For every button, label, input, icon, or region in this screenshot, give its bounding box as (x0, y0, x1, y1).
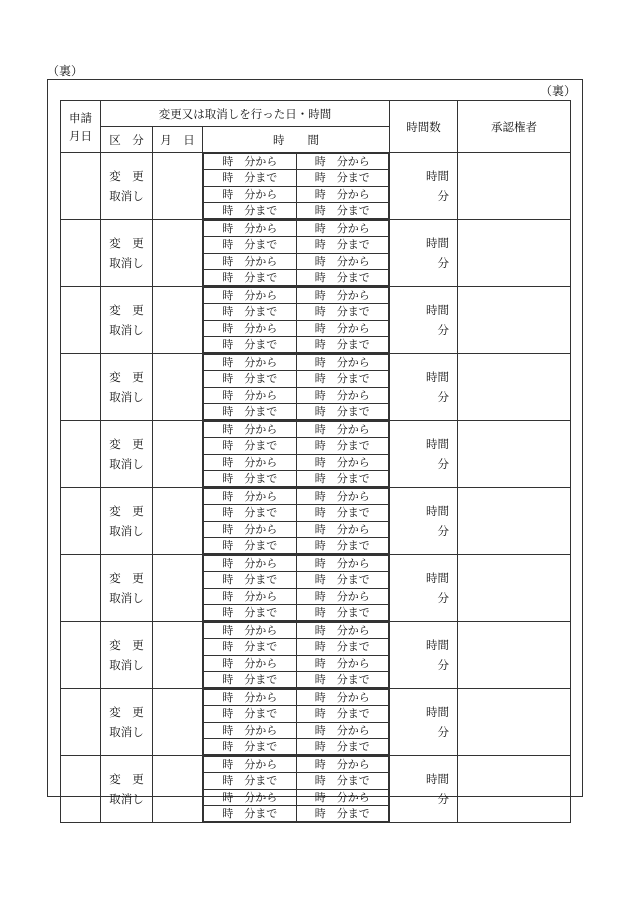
time-range-grid (203, 756, 389, 822)
header-time: 時 間 (203, 127, 390, 153)
time-range-grid (203, 220, 389, 286)
cancel-label: 取消し (109, 725, 144, 739)
time-until-label: 時 分まで (204, 706, 297, 722)
time-from-label: 時 分から (204, 454, 297, 470)
hours-unit-label: 時間 (426, 705, 449, 719)
hours-cell[interactable] (390, 488, 458, 555)
time-from-label: 時 分から (296, 320, 389, 336)
category-cell (101, 622, 153, 689)
frame-side-label: （裏） (539, 84, 576, 98)
time-until-label: 時 分まで (296, 304, 389, 320)
time-range-grid (203, 354, 389, 420)
time-until-label: 時 分まで (296, 237, 389, 253)
time-range-cell[interactable] (203, 153, 390, 220)
time-range-grid (203, 488, 389, 554)
approver-cell[interactable] (458, 622, 571, 689)
category-cell (101, 488, 153, 555)
time-from-label: 時 分から (296, 489, 389, 505)
month-day-cell[interactable] (153, 421, 203, 488)
time-until-label: 時 分まで (296, 470, 389, 486)
approver-cell[interactable] (458, 488, 571, 555)
approver-cell[interactable] (458, 756, 571, 823)
time-until-label: 時 分まで (204, 805, 297, 821)
time-from-label: 時 分から (204, 186, 297, 202)
hours-cell[interactable] (390, 153, 458, 220)
time-range-cell[interactable] (203, 220, 390, 287)
approver-cell[interactable] (458, 287, 571, 354)
time-range-grid (203, 622, 389, 688)
application-date-cell[interactable] (61, 488, 101, 555)
application-date-cell[interactable] (61, 354, 101, 421)
time-until-label: 時 分まで (204, 170, 297, 186)
time-from-label: 時 分から (204, 588, 297, 604)
cancel-label: 取消し (109, 591, 144, 605)
category-cell (101, 354, 153, 421)
time-from-label: 時 分から (296, 186, 389, 202)
change-label: 変 更 (109, 437, 144, 451)
form-frame (47, 79, 583, 820)
time-until-label: 時 分まで (296, 572, 389, 588)
minutes-unit-label: 分 (437, 256, 449, 270)
cancel-label: 取消し (109, 792, 144, 806)
approver-cell[interactable] (458, 354, 571, 421)
time-range-grid (203, 287, 389, 353)
hours-cell[interactable] (390, 287, 458, 354)
time-until-label: 時 分まで (204, 639, 297, 655)
time-range-grid (203, 689, 389, 755)
time-range-cell[interactable] (203, 689, 390, 756)
time-until-label: 時 分まで (296, 438, 389, 454)
time-from-label: 時 分から (204, 422, 297, 438)
hours-unit-label: 時間 (426, 437, 449, 451)
hours-cell[interactable] (390, 555, 458, 622)
time-range-grid (203, 153, 389, 219)
time-from-label: 時 分から (204, 387, 297, 403)
time-until-label: 時 分まで (296, 202, 389, 218)
time-range-cell[interactable] (203, 354, 390, 421)
time-from-label: 時 分から (204, 489, 297, 505)
time-from-label: 時 分から (204, 722, 297, 738)
time-range-cell[interactable] (203, 555, 390, 622)
month-day-cell[interactable] (153, 153, 203, 220)
category-cell (101, 756, 153, 823)
table-row (61, 689, 571, 756)
hours-unit-label: 時間 (426, 504, 449, 518)
time-from-label: 時 分から (296, 521, 389, 537)
time-until-label: 時 分まで (296, 773, 389, 789)
cancel-label: 取消し (109, 189, 144, 203)
minutes-unit-label: 分 (437, 658, 449, 672)
application-date-cell[interactable] (61, 689, 101, 756)
time-range-grid (203, 555, 389, 621)
minutes-unit-label: 分 (437, 591, 449, 605)
time-from-label: 時 分から (296, 422, 389, 438)
hours-unit-label: 時間 (426, 236, 449, 250)
time-from-label: 時 分から (204, 521, 297, 537)
time-until-label: 時 分まで (296, 505, 389, 521)
time-until-label: 時 分まで (204, 604, 297, 620)
time-from-label: 時 分から (296, 789, 389, 805)
time-range-cell[interactable] (203, 622, 390, 689)
time-until-label: 時 分まで (296, 336, 389, 352)
minutes-unit-label: 分 (437, 323, 449, 337)
time-from-label: 時 分から (204, 221, 297, 237)
time-range-grid (203, 421, 389, 487)
approver-cell[interactable] (458, 689, 571, 756)
time-until-label: 時 分まで (296, 269, 389, 285)
category-cell (101, 555, 153, 622)
application-date-cell[interactable] (61, 555, 101, 622)
time-until-label: 時 分まで (204, 304, 297, 320)
time-until-label: 時 分まで (296, 738, 389, 754)
table-row (61, 756, 571, 823)
change-label: 変 更 (109, 370, 144, 384)
change-label: 変 更 (109, 236, 144, 250)
time-from-label: 時 分から (296, 588, 389, 604)
category-cell (101, 689, 153, 756)
table-row (61, 421, 571, 488)
time-from-label: 時 分から (204, 320, 297, 336)
approver-cell[interactable] (458, 421, 571, 488)
header-hours: 時間数 (390, 101, 458, 153)
change-label: 変 更 (109, 504, 144, 518)
time-until-label: 時 分まで (204, 269, 297, 285)
time-from-label: 時 分から (296, 387, 389, 403)
hours-cell[interactable] (390, 354, 458, 421)
cancel-label: 取消し (109, 256, 144, 270)
hours-cell[interactable] (390, 421, 458, 488)
time-until-label: 時 分まで (296, 403, 389, 419)
minutes-unit-label: 分 (437, 390, 449, 404)
minutes-unit-label: 分 (437, 524, 449, 538)
application-date-cell[interactable] (61, 756, 101, 823)
table-row (61, 220, 571, 287)
header-approver: 承認権者 (458, 101, 571, 153)
table-row (61, 153, 571, 220)
change-label: 変 更 (109, 303, 144, 317)
month-day-cell[interactable] (153, 555, 203, 622)
change-label: 変 更 (109, 571, 144, 585)
category-cell (101, 153, 153, 220)
hours-unit-label: 時間 (426, 169, 449, 183)
category-cell (101, 421, 153, 488)
change-label: 変 更 (109, 705, 144, 719)
time-until-label: 時 分まで (204, 438, 297, 454)
cancel-label: 取消し (109, 457, 144, 471)
time-from-label: 時 分から (296, 655, 389, 671)
header-category: 区 分 (101, 127, 153, 153)
time-until-label: 時 分まで (296, 805, 389, 821)
month-day-cell[interactable] (153, 220, 203, 287)
table-row (61, 622, 571, 689)
header-application-date (61, 101, 101, 153)
application-date-cell[interactable] (61, 287, 101, 354)
application-date-cell[interactable] (61, 220, 101, 287)
header-application-date-label: 申請月日 (69, 110, 92, 143)
hours-unit-label: 時間 (426, 303, 449, 317)
cancel-label: 取消し (109, 390, 144, 404)
time-until-label: 時 分まで (296, 639, 389, 655)
time-until-label: 時 分まで (204, 470, 297, 486)
page-side-label: （裏） (47, 64, 84, 78)
time-until-label: 時 分まで (204, 572, 297, 588)
change-cancel-table (60, 100, 571, 823)
table-row (61, 287, 571, 354)
minutes-unit-label: 分 (437, 189, 449, 203)
time-from-label: 時 分から (296, 556, 389, 572)
time-from-label: 時 分から (296, 221, 389, 237)
header-change-group: 変更又は取消しを行った日・時間 (101, 101, 390, 127)
application-date-cell[interactable] (61, 622, 101, 689)
time-from-label: 時 分から (296, 355, 389, 371)
time-from-label: 時 分から (204, 253, 297, 269)
time-from-label: 時 分から (296, 623, 389, 639)
approver-cell[interactable] (458, 220, 571, 287)
hours-unit-label: 時間 (426, 772, 449, 786)
cancel-label: 取消し (109, 658, 144, 672)
change-label: 変 更 (109, 638, 144, 652)
table-row (61, 488, 571, 555)
change-label: 変 更 (109, 772, 144, 786)
hours-cell[interactable] (390, 689, 458, 756)
hours-unit-label: 時間 (426, 370, 449, 384)
minutes-unit-label: 分 (437, 725, 449, 739)
table-row (61, 354, 571, 421)
cancel-label: 取消し (109, 323, 144, 337)
minutes-unit-label: 分 (437, 457, 449, 471)
time-from-label: 時 分から (204, 154, 297, 170)
time-until-label: 時 分まで (204, 505, 297, 521)
approver-cell[interactable] (458, 153, 571, 220)
month-day-cell[interactable] (153, 354, 203, 421)
time-from-label: 時 分から (204, 288, 297, 304)
cancel-label: 取消し (109, 524, 144, 538)
category-cell (101, 220, 153, 287)
month-day-cell[interactable] (153, 287, 203, 354)
time-until-label: 時 分まで (296, 371, 389, 387)
time-until-label: 時 分まで (204, 738, 297, 754)
time-until-label: 時 分まで (204, 336, 297, 352)
time-until-label: 時 分まで (296, 671, 389, 687)
time-until-label: 時 分まで (204, 371, 297, 387)
time-from-label: 時 分から (204, 655, 297, 671)
time-from-label: 時 分から (296, 454, 389, 470)
time-range-cell[interactable] (203, 488, 390, 555)
time-from-label: 時 分から (296, 154, 389, 170)
change-label: 変 更 (109, 169, 144, 183)
time-until-label: 時 分まで (296, 604, 389, 620)
time-from-label: 時 分から (296, 722, 389, 738)
approver-cell[interactable] (458, 555, 571, 622)
time-from-label: 時 分から (204, 789, 297, 805)
time-range-cell[interactable] (203, 287, 390, 354)
time-until-label: 時 分まで (204, 237, 297, 253)
month-day-cell[interactable] (153, 756, 203, 823)
time-until-label: 時 分まで (296, 170, 389, 186)
time-until-label: 時 分まで (204, 671, 297, 687)
time-from-label: 時 分から (204, 757, 297, 773)
time-until-label: 時 分まで (204, 537, 297, 553)
time-until-label: 時 分まで (204, 202, 297, 218)
time-range-cell[interactable] (203, 421, 390, 488)
time-from-label: 時 分から (296, 690, 389, 706)
hours-cell[interactable] (390, 220, 458, 287)
time-until-label: 時 分まで (296, 706, 389, 722)
hours-cell[interactable] (390, 756, 458, 823)
time-from-label: 時 分から (204, 556, 297, 572)
time-until-label: 時 分まで (204, 403, 297, 419)
time-from-label: 時 分から (296, 288, 389, 304)
month-day-cell[interactable] (153, 689, 203, 756)
month-day-cell[interactable] (153, 622, 203, 689)
time-until-label: 時 分まで (296, 537, 389, 553)
time-from-label: 時 分から (204, 623, 297, 639)
time-until-label: 時 分まで (204, 773, 297, 789)
time-from-label: 時 分から (204, 355, 297, 371)
category-cell (101, 287, 153, 354)
month-day-cell[interactable] (153, 488, 203, 555)
application-date-cell[interactable] (61, 153, 101, 220)
hours-unit-label: 時間 (426, 571, 449, 585)
application-date-cell[interactable] (61, 421, 101, 488)
time-from-label: 時 分から (204, 690, 297, 706)
time-from-label: 時 分から (296, 757, 389, 773)
minutes-unit-label: 分 (437, 792, 449, 806)
hours-cell[interactable] (390, 622, 458, 689)
header-month-day: 月 日 (153, 127, 203, 153)
table-row (61, 555, 571, 622)
hours-unit-label: 時間 (426, 638, 449, 652)
time-from-label: 時 分から (296, 253, 389, 269)
time-range-cell[interactable] (203, 756, 390, 823)
